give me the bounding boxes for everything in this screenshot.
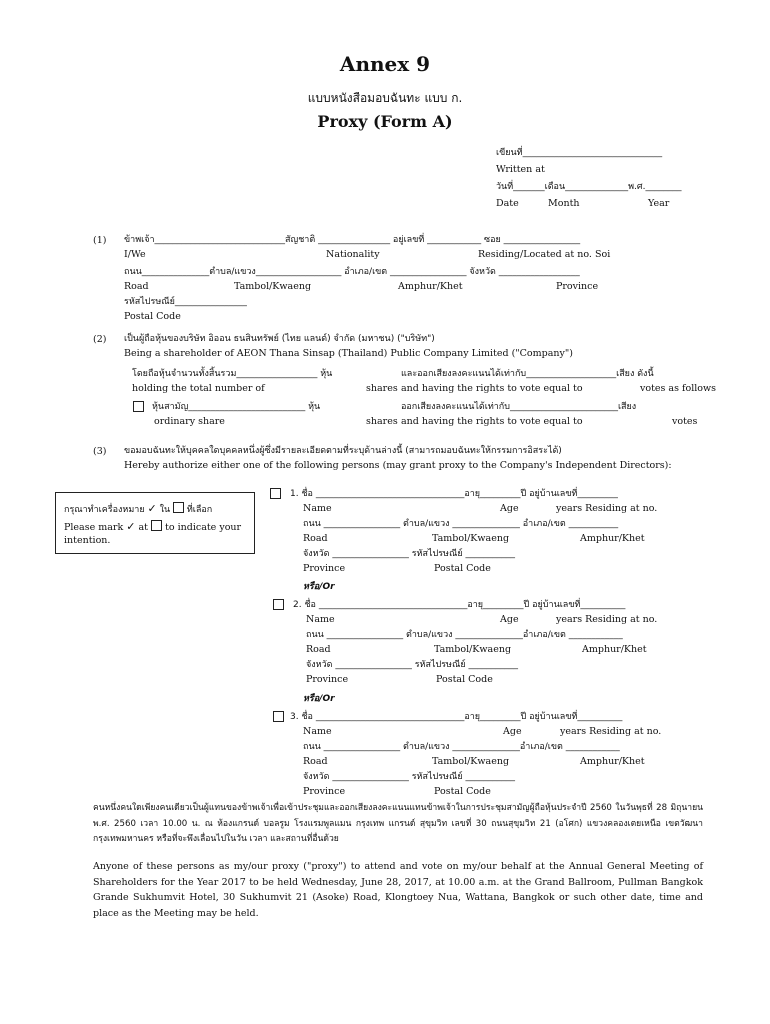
proxy-3-checkbox[interactable]	[273, 711, 284, 722]
proxy-3-name-field-th[interactable]: 3. ชื่อ _________________________________อายุ_________ปี อยู่บ้านเลขที่__________	[290, 712, 623, 722]
proxy-1-residing-label: years Residing at no.	[556, 503, 658, 514]
proxy-2-name-label: Name	[306, 614, 335, 625]
residing-label: Residing/Located at no. Soi	[478, 249, 611, 260]
section-1-number: (1)	[93, 235, 107, 246]
votes-follows-label: votes as follows	[640, 383, 717, 394]
written-at-label: Written at	[496, 164, 545, 175]
proxy-2-road-label: Road	[306, 644, 331, 655]
proxy-3-road-field-th[interactable]: ถนน _________________ ตำบล/แขวง _______________อำเภอ/เขต ____________	[303, 742, 620, 752]
proxy-3-road-label: Road	[303, 756, 328, 767]
instruction-note-box	[55, 492, 255, 554]
total-votes-field-th[interactable]: และออกเสียงลงคะแนนได้เท่ากับ____________________เสียง ดังนี้	[401, 369, 654, 379]
vote-rights-label: and having the rights to vote equal to	[401, 383, 583, 394]
section-2-number: (2)	[93, 334, 107, 345]
section-3-number: (3)	[93, 446, 107, 457]
proxy-3-amphur-label: Amphur/Khet	[580, 756, 645, 767]
proxy-1-name-label: Name	[303, 503, 332, 514]
closing-paragraph-th: คนหนึ่งคนใดเพียงคนเดียวเป็นผู้แทนของข้าพเจ้าเพื่อเข้าประชุมและออกเสียงลงคะแนนแทนข้าพเจ้าในการประชุมสามัญผู้ถือหุ้นประจำปี 2560 ในวันพุธที่ 28 มิถุนายน พ.ศ. 2560 เวลา 10.00 น. ณ ห้องแกรนด์ บอลรูม โรงแรมพูลแมน กรุงเทพ แกรนด์ สุขุมวิท เลขที่ 30 ถนนสุขุมวิท 21 (อโศก) แขวงคลองเตยเหนือ เขตวัฒนา กรุงเทพมหานคร หรือที่จะพึงเลื่อนไปในวัน เวลา และสถานที่อื่นด้วย	[93, 803, 703, 844]
written-at-field-th[interactable]: เขียนที่_______________________________	[496, 148, 663, 158]
proxy-3-residing-label: years Residing at no.	[560, 726, 662, 737]
ordinary-shares-field-th[interactable]: หุ้นสามัญ__________________________ หุ้น	[152, 402, 321, 412]
proxy-1-road-field-th[interactable]: ถนน _________________ ตำบล/แขวง _______________ อำเภอ/เขต ___________	[303, 519, 619, 529]
proxy-2-age-label: Age	[500, 614, 519, 625]
ordinary-vote-rights-label: and having the rights to vote equal to	[401, 416, 583, 427]
proxy-2-province-field-th[interactable]: จังหวัด _________________ รหัสไปรษณีย์ ___________	[306, 660, 518, 670]
check-mark-icon: ✓	[126, 520, 136, 533]
votes-label: votes	[672, 416, 698, 427]
date-field-th[interactable]: วันที่_______เดือน______________พ.ศ.________	[496, 182, 682, 192]
proxy-3-tambol-label: Tambol/Kwaeng	[432, 756, 510, 767]
shareholder-name-line-th[interactable]: ข้าพเจ้า_____________________________สัญชาติ ________________ อยู่เลขที่ ____________ ซอย _________________	[124, 235, 581, 245]
date-label: Date	[496, 198, 519, 209]
shareholder-company-en: Being a shareholder of AEON Thana Sinsap (Thailand) Public Company Limited ("Company")	[124, 348, 573, 359]
month-label: Month	[548, 198, 580, 209]
address-line-th[interactable]: ถนน_______________ตำบล/แขวง___________________ อำเภอ/เขต _________________ จังหวัด __________________	[124, 267, 580, 277]
province-label: Province	[556, 281, 599, 292]
proxy-3-province-label: Province	[303, 786, 346, 797]
proxy-3-age-label: Age	[503, 726, 522, 737]
note-line-en: Please mark ✓ at to indicate your	[64, 520, 242, 533]
iwe-label: I/We	[124, 249, 146, 260]
proxy-2-province-label: Province	[306, 674, 349, 685]
proxy-1-amphur-label: Amphur/Khet	[580, 533, 645, 544]
or-separator-1: หรือ/Or	[303, 582, 335, 592]
authorize-en: Hereby authorize either one of the following persons (may grant proxy to the Company's Independent Directors):	[124, 460, 672, 471]
check-mark-icon: ✓	[147, 502, 157, 515]
proxy-2-amphur-label: Amphur/Khet	[582, 644, 647, 655]
postal-label: Postal Code	[124, 311, 181, 322]
proxy-2-residing-label: years Residing at no.	[556, 614, 658, 625]
proxy-3-postal-label: Postal Code	[434, 786, 491, 797]
proxy-1-tambol-label: Tambol/Kwaeng	[432, 533, 510, 544]
annex-title: Annex 9	[339, 52, 431, 76]
total-shares-label: holding the total number of	[132, 383, 265, 394]
proxy-1-province-field-th[interactable]: จังหวัด _________________ รหัสไปรษณีย์ ___________	[303, 549, 515, 559]
proxy-3-province-field-th[interactable]: จังหวัด _________________ รหัสไปรษณีย์ ___________	[303, 772, 515, 782]
proxy-1-road-label: Road	[303, 533, 328, 544]
closing-paragraph-en: Anyone of these persons as my/our proxy ("proxy") to attend and vote on my/our behalf at the Annual General Meeting of Shareholders for the Year 2017 to be held Wednesday, June 28, 2017, at 10.00 a.m. at the Grand Ballroom, Pullman Bangkok Grande Sukhumvit Hotel, 30 Sukhumvit 21 (Asoke) Road, Klongtoey Nua, Wattana, Bangkok or such other date, time and place as the Meeting may be held.	[93, 861, 703, 919]
total-shares-field-th[interactable]: โดยถือหุ้นจำนวนทั้งสิ้นรวม__________________ หุ้น	[132, 369, 333, 379]
proxy-1-province-label: Province	[303, 563, 346, 574]
form-title-english: Proxy (Form A)	[317, 112, 453, 131]
ordinary-votes-field-th[interactable]: ออกเสียงลงคะแนนได้เท่ากับ________________________เสียง	[401, 402, 637, 412]
proxy-1-age-label: Age	[500, 503, 519, 514]
ordinary-share-label: ordinary share	[154, 416, 225, 427]
empty-box-icon	[173, 502, 184, 513]
year-label: Year	[648, 198, 670, 209]
proxy-1-name-field-th[interactable]: 1. ชื่อ _________________________________อายุ_________ปี อยู่บ้านเลขที่_________	[290, 489, 618, 499]
proxy-2-postal-label: Postal Code	[436, 674, 493, 685]
proxy-1-postal-label: Postal Code	[434, 563, 491, 574]
amphur-label: Amphur/Khet	[398, 281, 463, 292]
proxy-2-tambol-label: Tambol/Kwaeng	[434, 644, 512, 655]
tambol-label: Tambol/Kwaeng	[234, 281, 312, 292]
proxy-1-checkbox[interactable]	[270, 488, 281, 499]
or-separator-2: หรือ/Or	[303, 694, 335, 704]
postal-line-th[interactable]: รหัสไปรษณีย์________________	[124, 297, 247, 307]
nationality-label: Nationality	[326, 249, 380, 260]
proxy-2-name-field-th[interactable]: 2. ชื่อ _________________________________อายุ_________ปี อยู่บ้านเลขที่__________	[293, 600, 626, 610]
ordinary-share-checkbox[interactable]	[133, 401, 144, 412]
empty-box-icon	[151, 520, 162, 531]
authorize-th: ขอมอบฉันทะให้บุคคลใดบุคคลหนึ่งผู้ซึ่งมีรายละเอียดตามที่ระบุด้านล่างนี้ (สามารถมอบฉันทะให้กรรมการอิสระได้)	[124, 446, 562, 456]
ordinary-shares-label: shares	[366, 416, 398, 427]
form-title-thai: แบบหนังสือมอบฉันทะ แบบ ก.	[307, 91, 463, 105]
proxy-2-road-field-th[interactable]: ถนน _________________ ตำบล/แขวง _______________อำเภอ/เขต ____________	[306, 630, 623, 640]
proxy-2-checkbox[interactable]	[273, 599, 284, 610]
note-line-th: กรุณาทำเครื่องหมาย ✓ ใน ที่เลือก	[64, 502, 213, 515]
proxy-3-name-label: Name	[303, 726, 332, 737]
shares-label: shares	[366, 383, 398, 394]
road-label: Road	[124, 281, 149, 292]
shareholder-company-th: เป็นผู้ถือหุ้นของบริษัท อิออน ธนสินทรัพย์ (ไทย แลนด์) จำกัด (มหาชน) ("บริษัท")	[124, 334, 435, 344]
note-line-en-2: intention.	[64, 535, 111, 546]
